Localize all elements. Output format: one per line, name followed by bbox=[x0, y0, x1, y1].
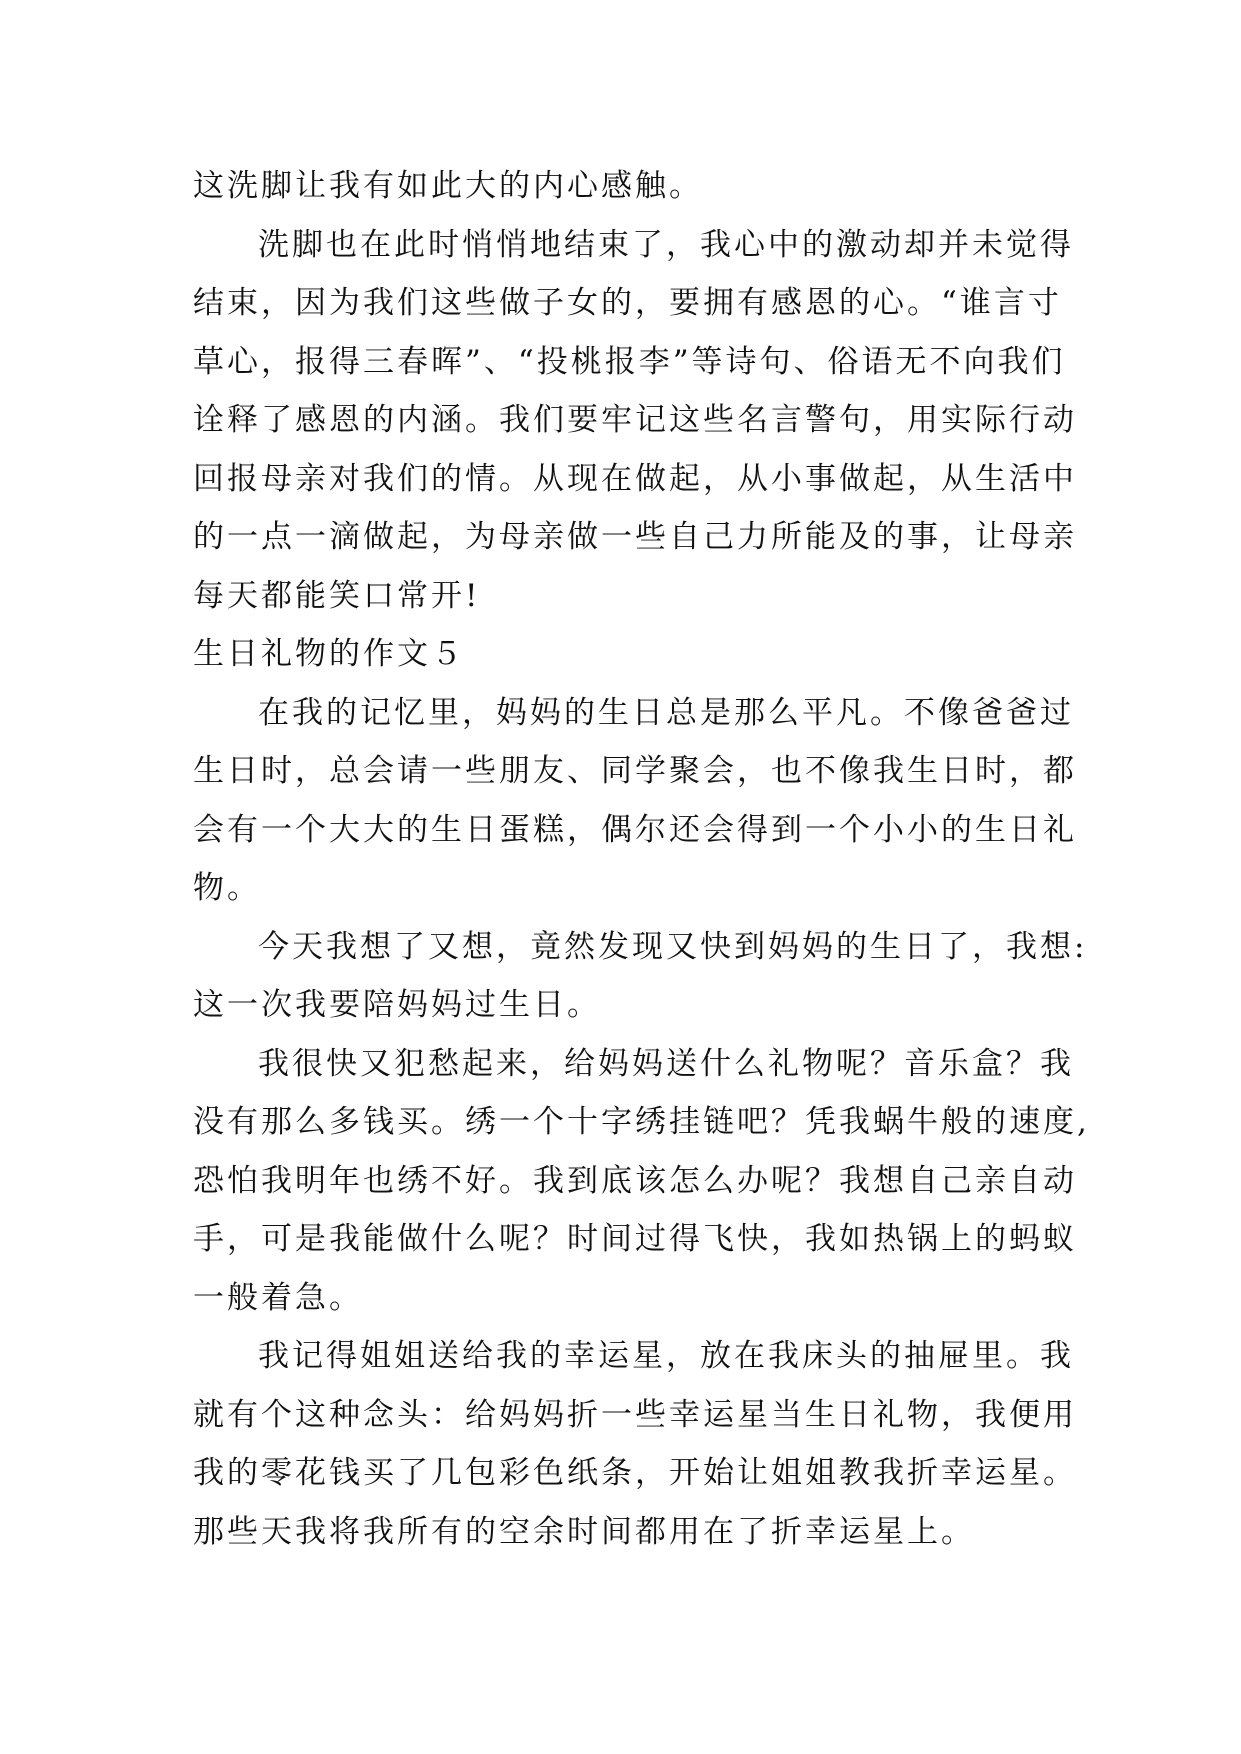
text-line: 一般着急。 bbox=[193, 1279, 363, 1316]
text-line: 这洗脚让我有如此大的内心感触。 bbox=[193, 168, 703, 204]
text-line: 手，可是我能做什么呢？时间过得飞快，我如热锅上的蚂蚁 bbox=[193, 1221, 1077, 1257]
text-line: 结束，因为我们这些做子女的，要拥有感恩的心。“谁言寸 bbox=[193, 285, 1062, 321]
text-line: 物。 bbox=[193, 870, 261, 906]
text-line: 没有那么多钱买。绣一个十字绣挂链吧？凭我蜗牛般的速度, bbox=[193, 1104, 1090, 1140]
text-line: 诠释了感恩的内涵。我们要牢记这些名言警句，用实际行动 bbox=[193, 402, 1077, 438]
text-line: 在我的记忆里，妈妈的生日总是那么平凡。不像爸爸过 bbox=[258, 694, 1074, 731]
text-line: 我的零花钱买了几包彩色纸条，开始让姐姐教我折幸运星。 bbox=[193, 1455, 1077, 1491]
text-line: 草心，报得三春晖”、“投桃报李”等诗句、俗语无不向我们 bbox=[193, 343, 1066, 380]
section-heading: 生日礼物的作文５ bbox=[193, 636, 465, 672]
text-line: 洗脚也在此时悄悄地结束了，我心中的激动却并未觉得 bbox=[258, 226, 1074, 263]
text-line: 会有一个大大的生日蛋糕，偶尔还会得到一个小小的生日礼 bbox=[193, 811, 1077, 848]
text-line: 我很快又犯愁起来，给妈妈送什么礼物呢？音乐盒？我 bbox=[258, 1045, 1074, 1082]
text-line: 的一点一滴做起，为母亲做一些自己力所能及的事，让母亲 bbox=[193, 519, 1077, 555]
text-line: 那些天我将我所有的空余时间都用在了折幸运星上。 bbox=[193, 1513, 975, 1550]
text-line: 生日时，总会请一些朋友、同学聚会，也不像我生日时，都 bbox=[193, 753, 1077, 789]
text-line: 就有个这种念头：给妈妈折一些幸运星当生日礼物，我便用 bbox=[193, 1396, 1077, 1433]
text-line: 这一次我要陪妈妈过生日。 bbox=[193, 987, 601, 1023]
text-line: 每天都能笑口常开! bbox=[193, 577, 481, 614]
text-line: 回报母亲对我们的情。从现在做起，从小事做起，从生活中 bbox=[193, 460, 1077, 497]
text-line: 我记得姐姐送给我的幸运星，放在我床头的抽屉里。我 bbox=[258, 1338, 1074, 1374]
text-line: 今天我想了又想，竟然发现又快到妈妈的生日了，我想: bbox=[258, 928, 1088, 965]
text-line: 恐怕我明年也绣不好。我到底该怎么办呢？我想自己亲自动 bbox=[193, 1162, 1077, 1199]
essay-body bbox=[193, 157, 1090, 1561]
